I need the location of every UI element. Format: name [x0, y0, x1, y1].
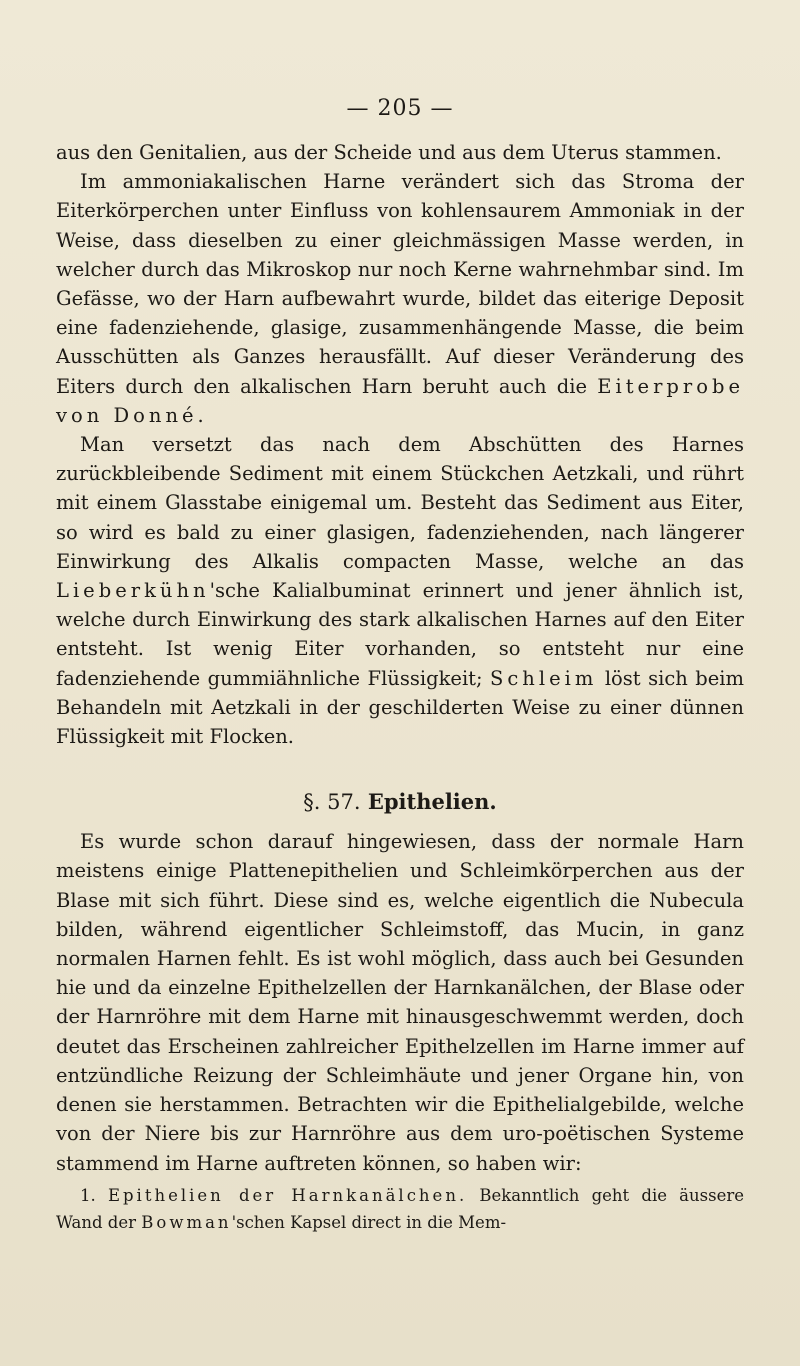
text-run: 1.	[80, 1185, 108, 1205]
body-text	[56, 138, 744, 1236]
section-number: §. 57.	[303, 790, 361, 815]
section-title: Epithelien.	[367, 789, 497, 815]
emphasis-eiterprobe: Eiterprobe von Donné	[56, 374, 744, 427]
section-heading	[56, 787, 744, 817]
text-run: 'schen Kapsel direct in die Mem-	[231, 1212, 507, 1232]
paragraph-aetzkali-test	[56, 430, 744, 751]
text-run: 'sche Kalialbuminat erinnert und jener ähnlich ist, welche durch Einwirkung des stark alkalischen Harnes auf den Eiter entsteht. Ist wenig Eiter vorhanden, so entsteht nur eine fadenziehende gummiähnliche Flüssigkeit;	[56, 579, 744, 690]
text-run: .	[197, 403, 204, 427]
text-run: löst sich beim Behandeln mit Aetzkali in der geschilderten Weise zu einer dünnen Flüssigkeit mit Flocken.	[56, 666, 744, 749]
paragraph-continuation: aus den Genitalien, aus der Scheide und aus dem Uterus stammen.	[56, 141, 722, 164]
text-run: Bekanntlich geht die äussere Wand der	[56, 1185, 744, 1232]
paragraph-harnkanaelchen	[56, 1182, 744, 1236]
page-number: — 205 —	[346, 96, 454, 121]
emphasis-harnkanaelchen: Epithelien der Harnkanälchen.	[107, 1185, 468, 1205]
paragraph-ammoniacal-urine	[56, 167, 744, 430]
emphasis-schleim: Schleim	[490, 666, 598, 690]
emphasis-lieberkuehn: Lieberkühn	[56, 579, 210, 603]
paragraph-epithelien: Es wurde schon darauf hingewiesen, dass der normale Harn meistens einige Plattenepithelien und Schleimkörperchen aus der Blase mit sich führt. Diese sind es, welche eigentlich die Nubecula bilden, während eigentlicher Schleimstoff, das Mucin, in ganz normalen Harnen fehlt. Es ist wohl möglich, dass auch bei Gesunden hie und da einzelne Epithelzellen der Harnkanälchen, der Blase oder der Harnröhre mit dem Harne mit hinausgeschwemmt werden, doch deutet das Erscheinen zahlreicher Epithelzellen im Harne immer auf entzündliche Reizung der Schleimhäute und jener Organe hin, von denen sie herstammen. Betrachten wir die Epithelialgebilde, welche von der Niere bis zur Harnröhre aus dem uro-poëtischen Systeme stammend im Harne auftreten können, so haben wir:	[56, 830, 744, 1175]
text-run: Im ammoniakalischen Harne verändert sich das Stroma der Eiterkörperchen unter Einfluss von kohlensaurem Ammoniak in der Weise, dass dieselben zu einer gleichmässigen Masse werden, in welcher durch das Mikroskop nur noch Kerne wahrnehmbar sind. Im Gefässe, wo der Harn aufbewahrt wurde, bildet das eiterige Deposit eine fadenziehende, glasige, zusammenhängende Masse, die beim Ausschütten als Ganzes herausfällt. Auf dieser Veränderung des Eiters durch den alkalischen Harn beruht auch die	[56, 170, 744, 398]
emphasis-bowman: Bowman	[141, 1212, 232, 1232]
text-run: Man versetzt das nach dem Abschütten des Harnes zurückbleibende Sediment mit einem Stückchen Aetzkali, und rührt mit einem Glasstabe einigemal um. Besteht das Sediment aus Eiter, so wird es bald zu einer glasigen, fadenziehenden, nach längerer Einwirkung des Alkalis compacten Masse, welche an das	[56, 433, 744, 573]
